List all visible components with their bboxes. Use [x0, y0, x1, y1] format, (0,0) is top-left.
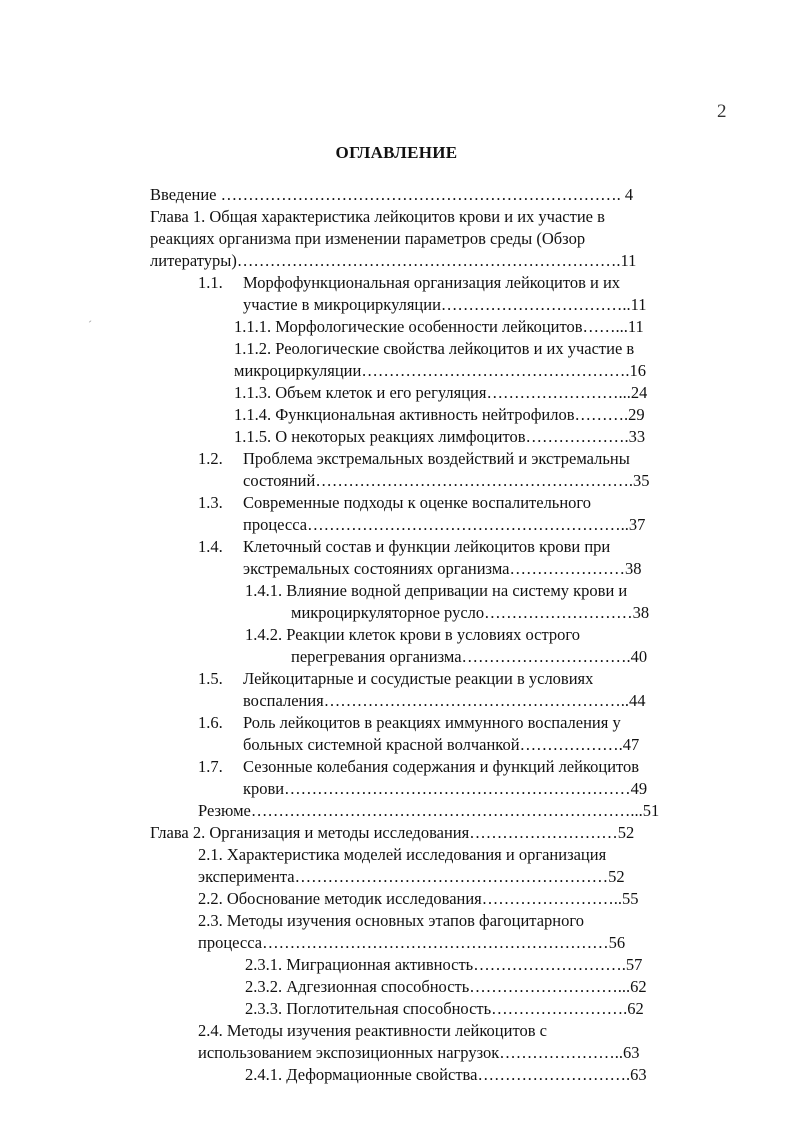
toc-entry-1-4-cont: экстремальных состояниях организма…………………38 — [243, 559, 642, 578]
section-number: 1.1. — [198, 273, 223, 292]
section-number: 1.4. — [198, 537, 223, 556]
toc-entry-1-1: Морфофункциональная организация лейкоцитов и их — [243, 273, 621, 292]
toc-entry-1-7-cont: крови………………………………………………………49 — [243, 779, 648, 798]
toc-entry-1-1-3: 1.1.3. Объем клеток и его регуляция……………………...24 — [234, 383, 648, 402]
toc-entry-2-3-2: 2.3.2. Адгезионная способность………………………...62 — [245, 977, 647, 996]
toc-line-text: реакциях организма при изменении параметров среды (Обзор — [150, 229, 586, 248]
section-number: 1.6. — [198, 713, 223, 732]
toc-entry-chapter-1-end: литературы)…………………………………………………………….11 — [150, 251, 637, 270]
toc-entry-1-2-cont: состояний………………………………………………….35 — [243, 471, 650, 490]
toc-entry-1-4-1: 1.4.1. Влияние водной депривации на систему крови и — [245, 581, 628, 600]
toc-entry-introduction: Введение ………………………………………………………………. 4 — [150, 185, 634, 204]
toc-entry-1-4-2-cont: перегревания организма………………………….40 — [291, 647, 648, 666]
toc-entry-2-3-3: 2.3.3. Поглотительная способность…………………….62 — [245, 999, 644, 1018]
toc-entry-1-1-4: 1.1.4. Функциональная активность нейтрофилов……….29 — [234, 405, 645, 424]
toc-entry-1-2: Проблема экстремальных воздействий и экстремальны — [243, 449, 630, 468]
toc-entry-1-3: Современные подходы к оценке воспалительного — [243, 493, 592, 512]
toc-entry-2-4-cont: использованием экспозиционных нагрузок…………………..63 — [198, 1043, 640, 1062]
section-number: 1.7. — [198, 757, 223, 776]
scan-mark: ˊ — [88, 318, 92, 332]
toc-entry-1-1-cont: участие в микроциркуляции……………………………..11 — [243, 295, 647, 314]
toc-entry-2-3-cont: процесса………………………………………………………56 — [198, 933, 626, 952]
toc-entry-1-3-cont: процесса…………………………………………………..37 — [243, 515, 646, 534]
toc-entry-1-6: Роль лейкоцитов в реакциях иммунного воспаления у — [243, 713, 621, 732]
toc-entry-2-2: 2.2. Обоснование методик исследования……………………..55 — [198, 889, 639, 908]
toc-entry-2-1-cont: эксперимента…………………………………………………52 — [198, 867, 625, 886]
toc-entry-2-4-1: 2.4.1. Деформационные свойства……………………….63 — [245, 1065, 647, 1084]
toc-entry-summary: Резюме……………………………………………………………...51 — [198, 801, 660, 820]
toc-entry-1-5: Лейкоцитарные и сосудистые реакции в условиях — [243, 669, 594, 688]
toc-entry-chapter-2: Глава 2. Организация и методы исследования………………………52 — [150, 823, 635, 842]
toc-entry-1-4: Клеточный состав и функции лейкоцитов крови при — [243, 537, 611, 556]
toc-entry-1-6-cont: больных системной красной волчанкой……………….47 — [243, 735, 640, 754]
toc-entry-1-1-2-cont: микроциркуляции………………………………………….16 — [234, 361, 646, 380]
toc-entry-1-1-1: 1.1.1. Морфологические особенности лейкоцитов……...11 — [234, 317, 644, 336]
toc-line-text: Глава 1. Общая характеристика лейкоцитов крови и их участие в — [150, 207, 605, 226]
toc-entry-2-3: 2.3. Методы изучения основных этапов фагоцитарного — [198, 911, 584, 930]
toc-entry-1-1-2: 1.1.2. Реологические свойства лейкоцитов и их участие в — [234, 339, 635, 358]
toc-entry-1-1-5: 1.1.5. О некоторых реакциях лимфоцитов……………….33 — [234, 427, 646, 446]
toc-entry-chapter-1 — [150, 206, 702, 227]
toc-entry-1-5-cont: воспаления………………………………………………..44 — [243, 691, 646, 710]
section-number: 1.3. — [198, 493, 223, 512]
toc-entry-chapter-1-cont — [150, 228, 702, 249]
section-number: 1.2. — [198, 449, 223, 468]
toc-entry-2-1: 2.1. Характеристика моделей исследования и организация — [198, 845, 607, 864]
toc-entry-1-4-1-cont: микроциркуляторное русло………………………38 — [291, 603, 650, 622]
page-title: ОГЛАВЛЕНИЕ — [335, 143, 458, 162]
section-number: 1.5. — [198, 669, 223, 688]
page-number: 2 — [717, 101, 727, 122]
toc-entry-1-7: Сезонные колебания содержания и функций лейкоцитов — [243, 757, 640, 776]
toc-entry-2-3-1: 2.3.1. Миграционная активность……………………….57 — [245, 955, 643, 974]
toc-entry-1-4-2: 1.4.2. Реакции клеток крови в условиях острого — [245, 625, 580, 644]
toc-entry-2-4: 2.4. Методы изучения реактивности лейкоцитов с — [198, 1021, 547, 1040]
